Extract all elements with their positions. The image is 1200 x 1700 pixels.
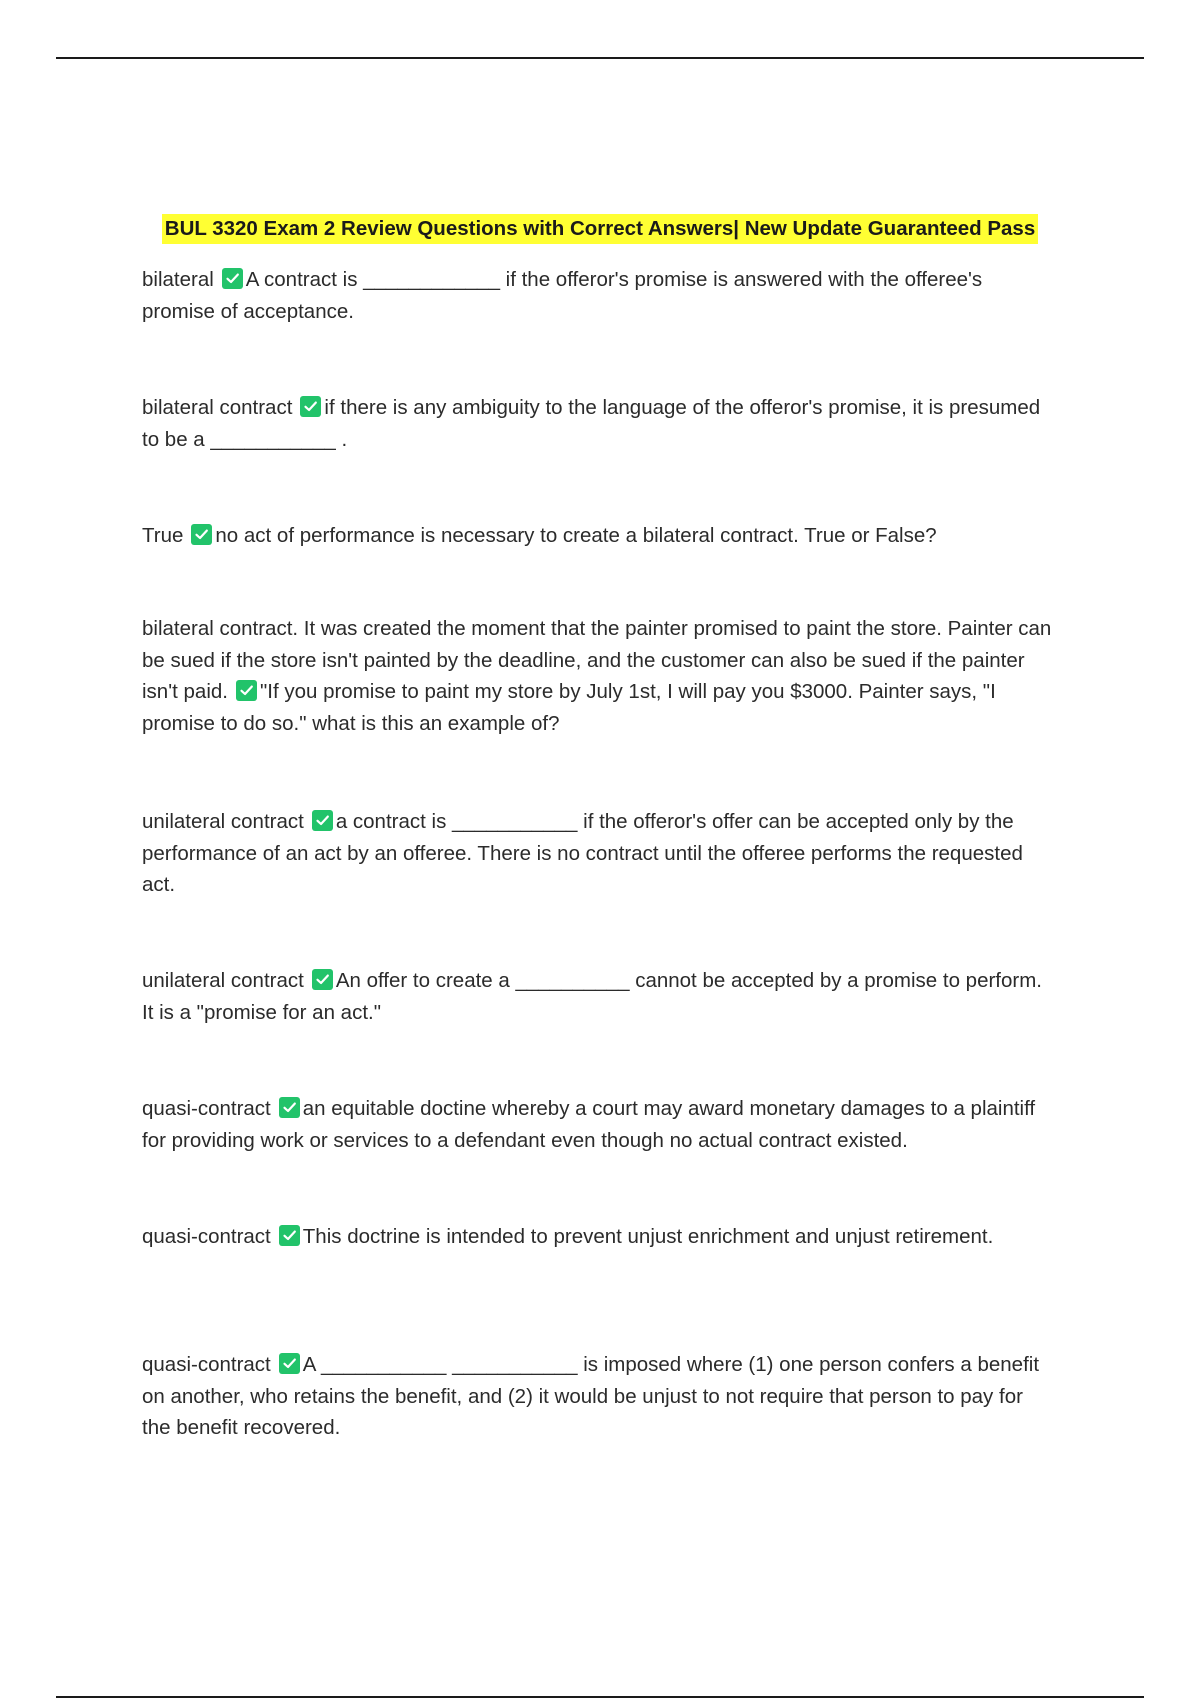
check-mark-icon: [279, 1225, 300, 1246]
qa-item-9: [142, 1349, 1057, 1444]
answer-term: unilateral contract: [142, 969, 304, 992]
question-text: An offer to create a __________ cannot be accepted by a promise to perform. It is a "promise for an act.": [142, 969, 1043, 1024]
question-text: This doctrine is intended to prevent unjust enrichment and unjust retirement.: [302, 1225, 994, 1248]
answer-term: bilateral contract: [142, 396, 293, 419]
question-text: no act of performance is necessary to create a bilateral contract. True or False?: [215, 524, 937, 547]
title-container: [0, 214, 1200, 244]
question-text: if there is any ambiguity to the language of the offeror's promise, it is presumed to be a ___________ .: [142, 396, 1041, 451]
answer-term: quasi-contract: [142, 1353, 271, 1376]
check-mark-icon: [312, 810, 333, 831]
qa-item-6: [142, 965, 1057, 1028]
answer-term: unilateral contract: [142, 810, 304, 833]
check-mark-icon: [222, 268, 243, 289]
qa-item-1: [142, 264, 1057, 327]
qa-item-4: [142, 613, 1057, 739]
answer-term: True: [142, 524, 184, 547]
top-rule: [56, 57, 1144, 59]
qa-item-7: [142, 1093, 1057, 1156]
check-mark-icon: [312, 969, 333, 990]
question-text: a contract is ___________ if the offeror's offer can be accepted only by the performance of an act by an offeree. There is no contract until the offeree performs the requested act.: [142, 810, 1023, 896]
check-mark-icon: [279, 1097, 300, 1118]
qa-item-2: [142, 392, 1057, 455]
qa-item-5: [142, 806, 1057, 901]
question-text: an equitable doctine whereby a court may award monetary damages to a plaintiff for providing work or services to a defendant even though no actual contract existed.: [142, 1097, 1036, 1152]
check-mark-icon: [191, 524, 212, 545]
bottom-rule: [56, 1696, 1144, 1698]
question-text: "If you promise to paint my store by July 1st, I will pay you $3000. Painter says, "I promise to do so." what is this an example of?: [142, 680, 996, 735]
question-text: A contract is ____________ if the offeror's promise is answered with the offeree's promise of acceptance.: [142, 268, 983, 323]
answer-term: quasi-contract: [142, 1225, 271, 1248]
qa-item-3: [142, 520, 1057, 552]
answer-term: quasi-contract: [142, 1097, 271, 1120]
check-mark-icon: [236, 680, 257, 701]
answer-term: bilateral: [142, 268, 214, 291]
question-text: A ___________ ___________ is imposed where (1) one person confers a benefit on another, who retains the benefit, and (2) it would be unjust to not require that person to pay for the benefit recovered.: [142, 1353, 1040, 1439]
check-mark-icon: [279, 1353, 300, 1374]
qa-item-8: [142, 1221, 1057, 1253]
document-title: BUL 3320 Exam 2 Review Questions with Correct Answers| New Update Guaranteed Pass: [162, 214, 1038, 244]
check-mark-icon: [300, 396, 321, 417]
answer-term: bilateral contract. It was created the moment that the painter promised to paint the store. Painter can be sued if the store isn't painted by the deadline, and the customer can also be sued if the painter isn't paid.: [142, 617, 1052, 703]
